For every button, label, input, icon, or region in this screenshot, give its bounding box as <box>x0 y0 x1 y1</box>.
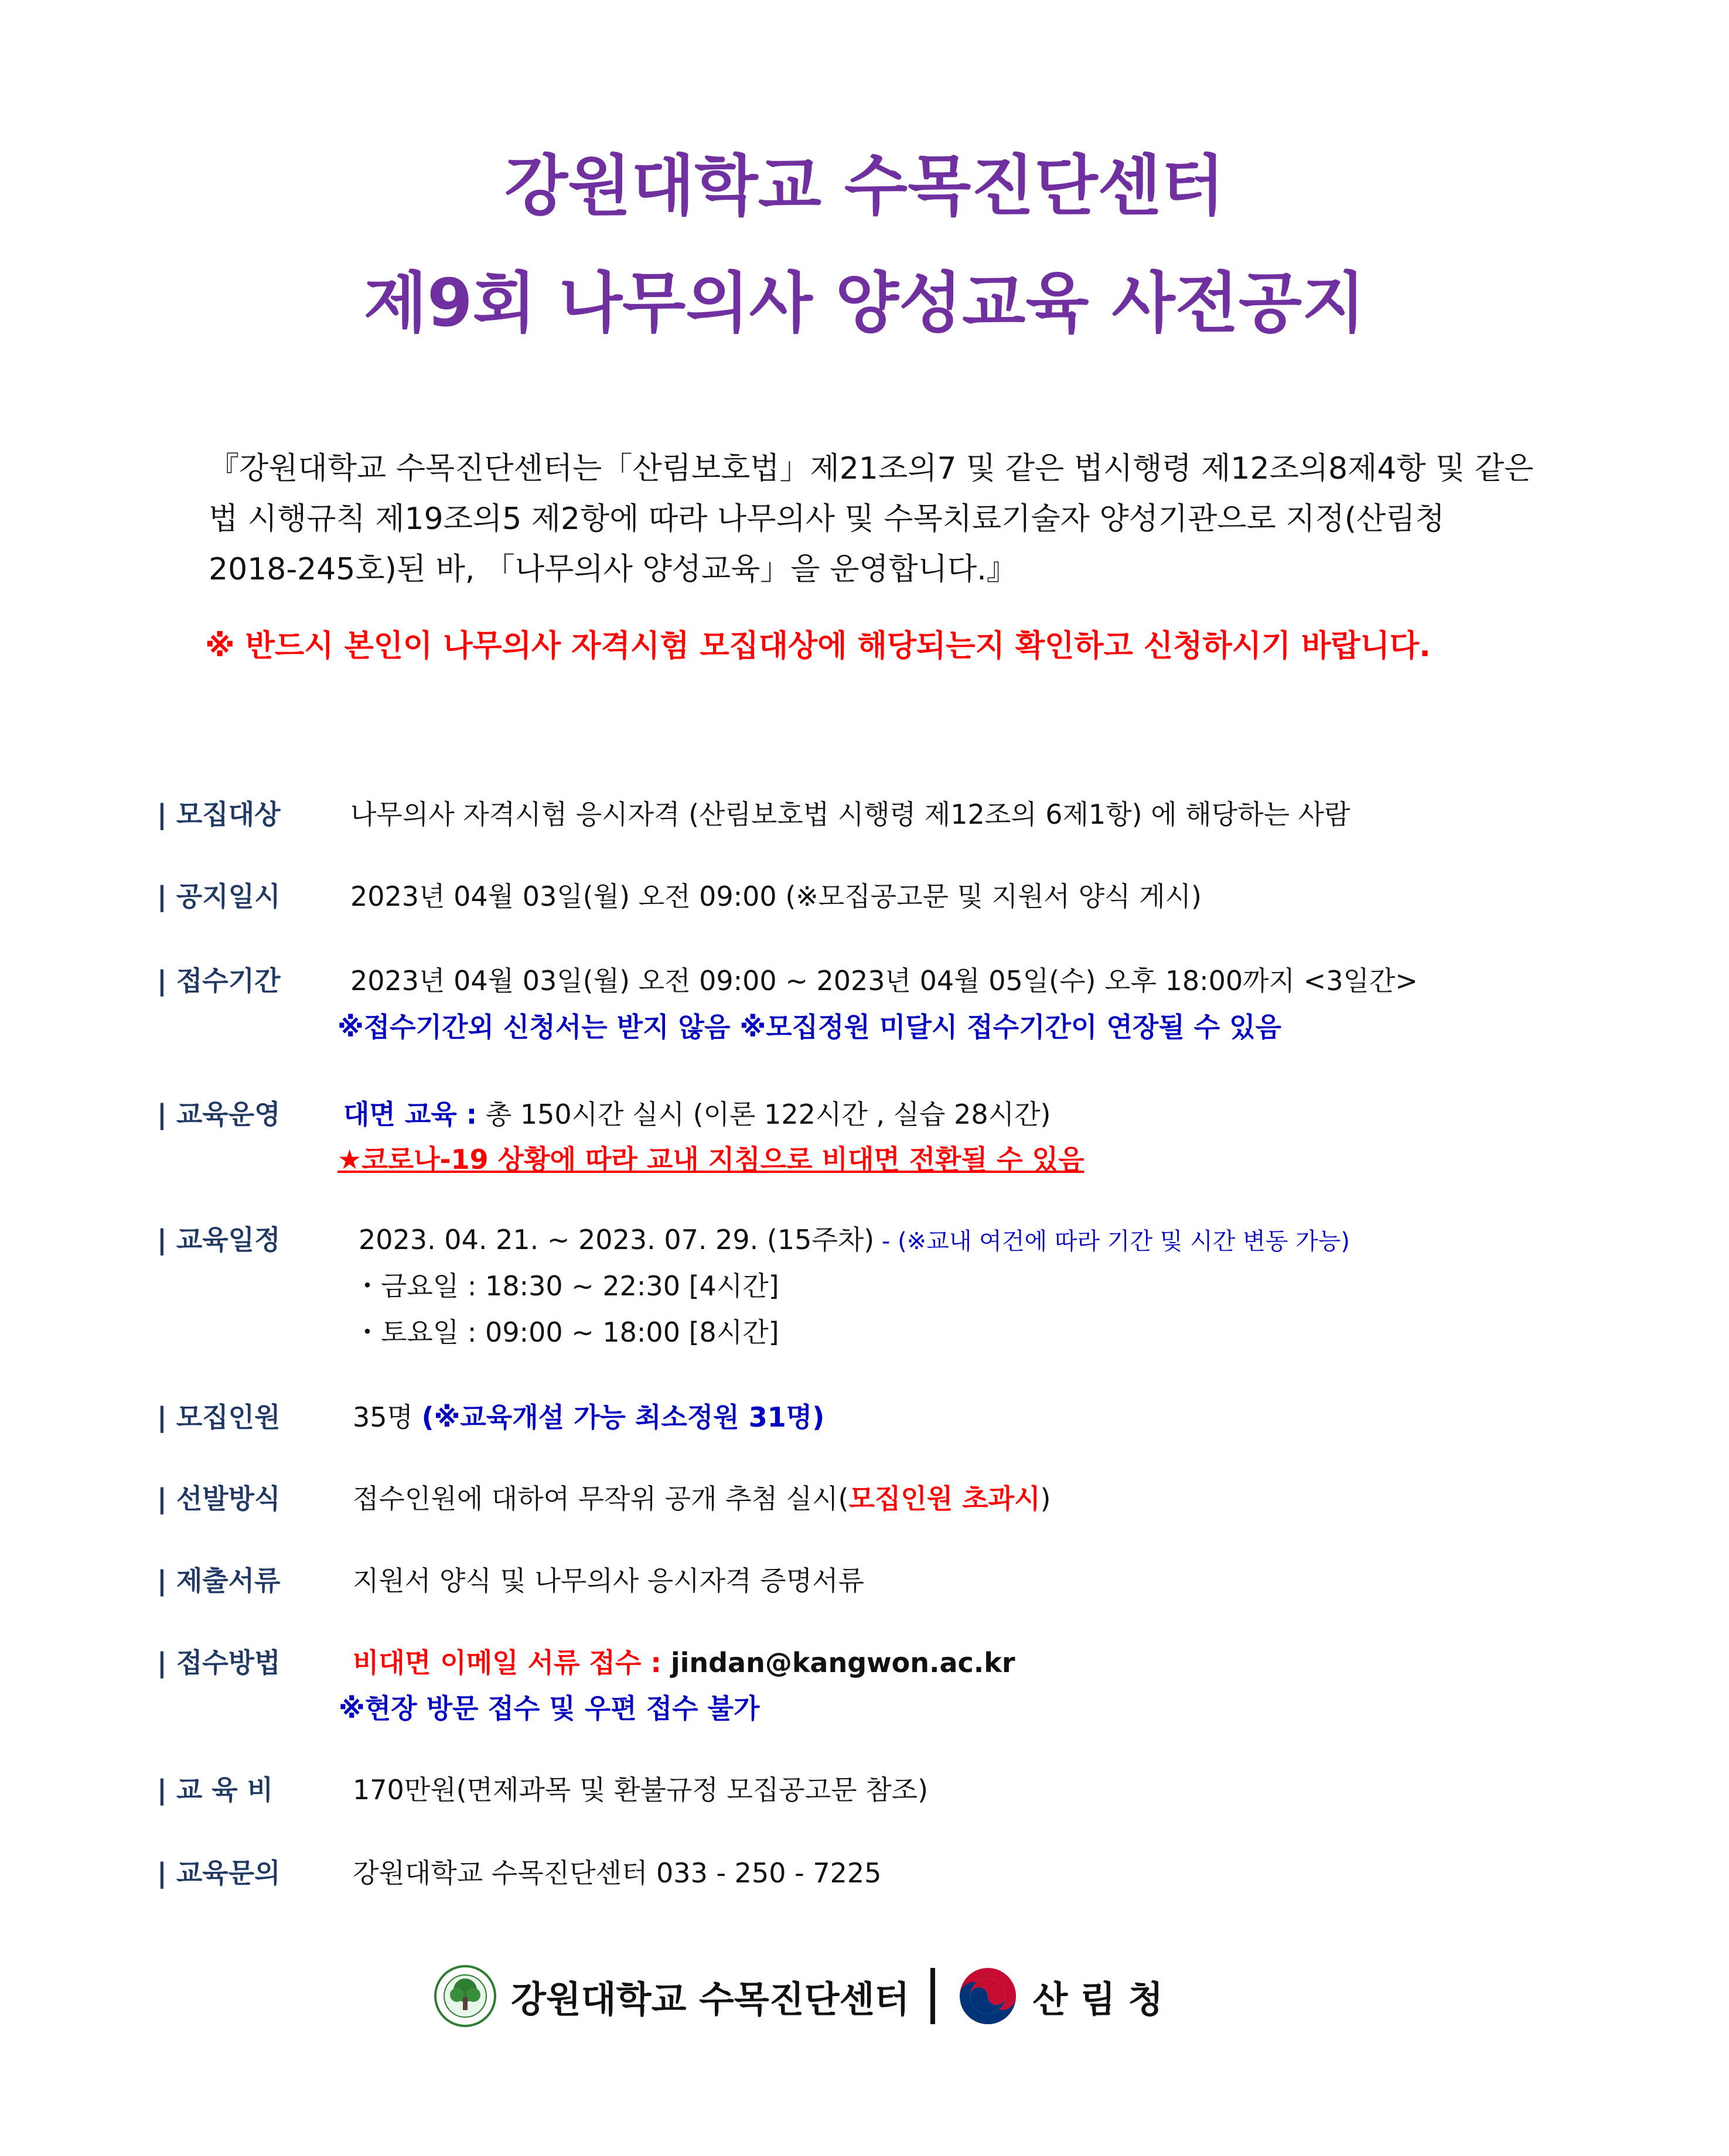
value-notice: 2023년 04월 03일(월) 오전 09:00 (※모집공고문 및 지원서 양식 게시) <box>350 881 1202 912</box>
value-schedule: 2023. 04. 21. ~ 2023. 07. 29. (15주차) <box>359 1224 875 1256</box>
label-operation: | 교육운영 <box>157 1099 281 1130</box>
korea-forest-service-logo-icon <box>956 1964 1019 2028</box>
value-period: 2023년 04월 03일(월) 오전 09:00 ~ 2023년 04월 05일(수) 오후 18:00까지 <3일간> <box>350 965 1418 997</box>
footer-divider <box>930 1968 935 2024</box>
selection-tail: ) <box>1040 1483 1051 1514</box>
tree-diagnosis-center-logo-icon <box>434 1964 497 2028</box>
label-target: | 모집대상 <box>157 799 281 830</box>
schedule-friday: ・금요일 : 18:30 ~ 22:30 [4시간] <box>354 1270 779 1302</box>
label-selection: | 선발방식 <box>157 1483 281 1514</box>
label-schedule: | 교육일정 <box>157 1224 281 1256</box>
footer <box>434 1964 1163 2028</box>
value-fee: 170만원(면제과목 및 환불규정 모집공고문 참조) <box>353 1774 929 1806</box>
note-operation: ★코로나-19 상황에 따라 교내 지침으로 비대면 전환될 수 있음 <box>337 1144 1085 1175</box>
label-notice: | 공지일시 <box>157 881 281 912</box>
eligibility-warning: ※ 반드시 본인이 나무의사 자격시험 모집대상에 해당되는지 확인하고 신청하시기 바랍니다. <box>205 629 1431 664</box>
value-inquiry: 강원대학교 수목진단센터 033 - 250 - 7225 <box>353 1857 882 1889</box>
operation-mode: 대면 교육 : <box>343 1099 478 1130</box>
footer-center-name: 강원대학교 수목진단센터 <box>511 1977 910 2021</box>
value-capacity: 35명 <box>353 1401 422 1433</box>
value-documents: 지원서 양식 및 나무의사 응시자격 증명서류 <box>353 1565 864 1596</box>
note-method: ※현장 방문 접수 및 우편 접수 불가 <box>339 1693 760 1724</box>
title-line-2: 제9회 나무의사 양성교육 사전공지 <box>363 265 1366 342</box>
intro-line-2: 법 시행규칙 제19조의5 제2항에 따라 나무의사 및 수목치료기술자 양성기관으로 지정(산림청 <box>209 502 1445 537</box>
intro-line-3: 2018-245호)된 바, 「나무의사 양성교육」을 운영합니다.』 <box>209 552 1017 587</box>
schedule-saturday: ・토요일 : 09:00 ~ 18:00 [8시간] <box>354 1316 779 1348</box>
note-capacity: (※교육개설 가능 최소정원 31명) <box>421 1401 825 1433</box>
selection-condition: 모집인원 초과시 <box>848 1483 1041 1514</box>
label-fee: | 교 육 비 <box>157 1774 274 1806</box>
label-documents: | 제출서류 <box>157 1565 281 1596</box>
intro-line-1: 『강원대학교 수목진단센터는「산림보호법」제21조의7 및 같은 법시행령 제12조의8제4항 및 같은 <box>209 451 1534 486</box>
label-method: | 접수방법 <box>157 1647 281 1679</box>
value-selection: 접수인원에 대하여 무작위 공개 추첨 실시( <box>353 1483 849 1514</box>
note-period: ※접수기간외 신청서는 받지 않음 ※모집정원 미달시 접수기간이 연장될 수 있음 <box>337 1011 1282 1043</box>
label-capacity: | 모집인원 <box>157 1401 281 1433</box>
title-line-1: 강원대학교 수목진단센터 <box>504 148 1225 224</box>
label-inquiry: | 교육문의 <box>157 1857 281 1889</box>
note-schedule: - (※교내 여건에 따라 기간 및 시간 변동 가능) <box>874 1228 1351 1255</box>
value-target: 나무의사 자격시험 응시자격 (산림보호법 시행령 제12조의 6제1항) 에 해당하는 사람 <box>350 799 1351 830</box>
method-email-label: 비대면 이메일 서류 접수 : <box>353 1647 661 1679</box>
label-period: | 접수기간 <box>157 965 281 997</box>
footer-agency-name: 산 림 청 <box>1032 1977 1164 2021</box>
value-operation: 총 150시간 실시 (이론 122시간 , 실습 28시간) <box>477 1099 1051 1130</box>
method-email-address[interactable]: jindan@kangwon.ac.kr <box>661 1647 1015 1679</box>
